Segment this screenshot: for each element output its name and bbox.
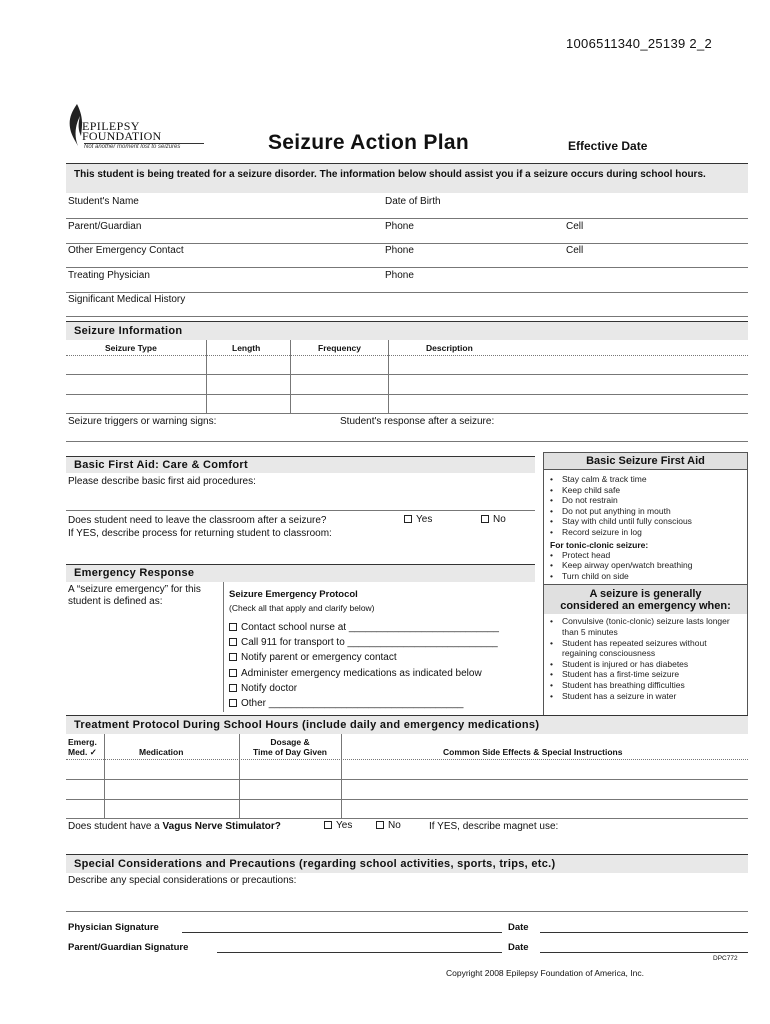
no-checkbox[interactable] (481, 515, 489, 523)
treatment-heading: Treatment Protocol During School Hours (include daily and emergency medications) (66, 715, 748, 734)
signature-line[interactable] (217, 952, 502, 953)
checkbox[interactable] (229, 623, 237, 631)
cell-label: Cell (566, 221, 584, 232)
checkbox[interactable] (229, 699, 237, 707)
table-row (66, 779, 748, 780)
divider (66, 510, 535, 511)
list-item: • Student has breathing difficulties (544, 680, 743, 691)
date-label: Date (508, 922, 529, 933)
effective-date-label: Effective Date (568, 139, 648, 153)
divider (66, 441, 748, 442)
first-aid-heading: Basic First Aid: Care & Comfort (66, 456, 535, 473)
no-label: No (388, 820, 401, 831)
protocol-subheading: (Check all that apply and clarify below) (229, 603, 375, 613)
col-dosage-line1: Dosage & (270, 737, 310, 747)
list-item: • Stay calm & track time (544, 474, 747, 485)
checkbox[interactable] (229, 638, 237, 646)
list-item: • Student has a first-time seizure (544, 669, 743, 680)
col-divider (290, 340, 291, 413)
yes-checkbox[interactable] (404, 515, 412, 523)
triggers-label: Seizure triggers or warning signs: (68, 416, 217, 427)
vns-question (68, 821, 281, 832)
col-dosage-line2: Time of Day Given (252, 747, 327, 757)
divider (66, 911, 748, 912)
col-emerg-med (68, 737, 97, 757)
table-rule (66, 759, 748, 760)
cell-label: Cell (566, 245, 584, 256)
emergency-when-list (544, 616, 747, 701)
emergency-when-heading (544, 584, 747, 614)
col-divider (206, 340, 207, 413)
logo-tagline: Not another moment lost to seizures (84, 144, 181, 150)
emergency-when-line2: considered an emergency when: (560, 600, 731, 613)
sidebar-heading: Basic Seizure First Aid (544, 453, 747, 470)
col-medication: Medication (139, 747, 184, 757)
if-yes-return-label: If YES, describe process for returning student to classroom: (68, 528, 332, 539)
list-item: • Convulsive (tonic-clonic) seizure lasts longer than 5 minutes (544, 616, 743, 637)
protocol-list (229, 620, 499, 711)
col-side-effects: Common Side Effects & Special Instructions (443, 747, 623, 757)
table-row (66, 394, 748, 395)
no-checkbox[interactable] (376, 821, 384, 829)
leave-classroom-question: Does student need to leave the classroom after a seizure? (68, 515, 327, 526)
protocol-item-label: Notify doctor (241, 682, 298, 694)
protocol-item-nurse[interactable] (229, 620, 499, 635)
col-seizure-type: Seizure Type (105, 343, 157, 353)
table-rule (66, 355, 748, 356)
leave-yes-option[interactable] (404, 514, 432, 525)
col-dosage (240, 737, 340, 757)
date-line[interactable] (540, 932, 748, 933)
protocol-item-label: Contact school nurse at ___________________________ (241, 622, 499, 633)
date-label: Date (508, 942, 529, 953)
dob-label: Date of Birth (385, 196, 441, 207)
list-item: • Student is injured or has diabetes (544, 659, 743, 670)
tonic-clonic-heading: For tonic-clonic seizure: (550, 539, 649, 550)
protocol-item-label: Administer emergency medications as indicated below (241, 667, 482, 679)
col-divider (104, 734, 105, 818)
special-considerations-heading: Special Considerations and Precautions (regarding school activities, sports, trips, etc.) (66, 854, 748, 873)
col-description: Description (426, 343, 473, 353)
yes-checkbox[interactable] (324, 821, 332, 829)
table-row (66, 818, 748, 819)
col-divider (388, 340, 389, 413)
first-aid-list (544, 474, 747, 538)
logo-line2: FOUNDATION (82, 129, 162, 143)
vns-yes-option[interactable] (324, 820, 352, 831)
divider (66, 292, 748, 293)
date-line[interactable] (540, 952, 748, 953)
basic-seizure-first-aid-box (543, 452, 748, 716)
col-frequency: Frequency (318, 343, 361, 353)
vns-bold: Vagus Nerve Stimulator? (162, 821, 281, 832)
divider (66, 218, 748, 219)
list-item: • Stay with child until fully conscious (544, 516, 747, 527)
list-item: • Do not restrain (544, 495, 747, 506)
protocol-item-911[interactable] (229, 635, 499, 650)
yes-label: Yes (416, 514, 433, 525)
medical-history-label: Significant Medical History (68, 294, 186, 305)
page-title: Seizure Action Plan (268, 131, 469, 154)
first-aid-describe-label: Please describe basic first aid procedures: (68, 476, 256, 487)
logo-line1: EPILEPSY (82, 119, 140, 133)
list-item: • Record seizure in log (544, 527, 747, 538)
protocol-item-label: Notify parent or emergency contact (241, 652, 397, 664)
leave-no-option[interactable] (481, 514, 506, 525)
epilepsy-foundation-logo (66, 104, 216, 154)
student-name-label: Student's Name (68, 196, 139, 207)
list-item: • Keep child safe (544, 485, 747, 496)
list-item: • Student has a seizure in water (544, 691, 743, 702)
emergency-when-line1: A seizure is generally (589, 588, 702, 601)
document-id: 1006511340_25139 2_2 (566, 36, 713, 51)
list-item: • Protect head (544, 550, 747, 561)
tonic-clonic-list (544, 550, 747, 582)
col-length: Length (232, 343, 261, 353)
protocol-item-other[interactable] (229, 696, 499, 711)
intro-banner: This student is being treated for a seizure disorder. The information below should assist you if a seizure occurs during school hours. (66, 163, 748, 193)
yes-label: Yes (336, 820, 353, 831)
col-emerg-line2: Med. ✓ (68, 747, 97, 757)
table-row (66, 413, 748, 414)
phone-label: Phone (385, 221, 414, 232)
form-code: DPC772 (713, 955, 738, 962)
physician-label: Treating Physician (68, 270, 150, 281)
list-item: • Keep airway open/watch breathing (544, 560, 747, 571)
protocol-item-notify-doctor[interactable] (229, 681, 499, 696)
protocol-item-administer-meds[interactable] (229, 666, 499, 681)
divider (66, 267, 748, 268)
divider (66, 316, 748, 317)
emergency-response-heading: Emergency Response (66, 564, 535, 582)
seizure-info-heading: Seizure Information (66, 321, 748, 340)
emergency-definition-label: A “seizure emergency” for this student is defined as: (68, 584, 201, 607)
no-label: No (493, 514, 506, 525)
divider (66, 243, 748, 244)
special-describe-label: Describe any special considerations or precautions: (68, 875, 297, 886)
protocol-item-label: Call 911 for transport to ___________________________ (241, 637, 498, 649)
table-row (66, 374, 748, 375)
vns-prefix: Does student have a (68, 821, 163, 832)
protocol-item-label: Other ___________________________________ (241, 698, 464, 710)
protocol-heading: Seizure Emergency Protocol (229, 589, 358, 600)
list-item: • Student has repeated seizures without regaining consciousness (544, 638, 743, 659)
other-contact-label: Other Emergency Contact (68, 245, 184, 256)
checkbox[interactable] (229, 684, 237, 692)
protocol-item-notify-parent[interactable] (229, 650, 499, 665)
response-label: Student's response after a seizure: (340, 416, 495, 427)
vns-magnet-label: If YES, describe magnet use: (429, 821, 559, 832)
table-row (66, 799, 748, 800)
checkbox[interactable] (229, 653, 237, 661)
phone-label: Phone (385, 245, 414, 256)
checkbox[interactable] (229, 669, 237, 677)
col-divider (223, 582, 224, 712)
list-item: • Turn child on side (544, 571, 747, 582)
col-divider (239, 734, 240, 818)
col-emerg-line1: Emerg. (68, 737, 97, 747)
signature-line[interactable] (182, 932, 502, 933)
vns-no-option[interactable] (376, 820, 401, 831)
parent-signature-label: Parent/Guardian Signature (68, 942, 189, 953)
physician-signature-label: Physician Signature (68, 922, 159, 933)
copyright: Copyright 2008 Epilepsy Foundation of America, Inc. (446, 968, 644, 978)
list-item: • Do not put anything in mouth (544, 506, 747, 517)
phone-label: Phone (385, 270, 414, 281)
col-divider (341, 734, 342, 818)
parent-label: Parent/Guardian (68, 221, 142, 232)
